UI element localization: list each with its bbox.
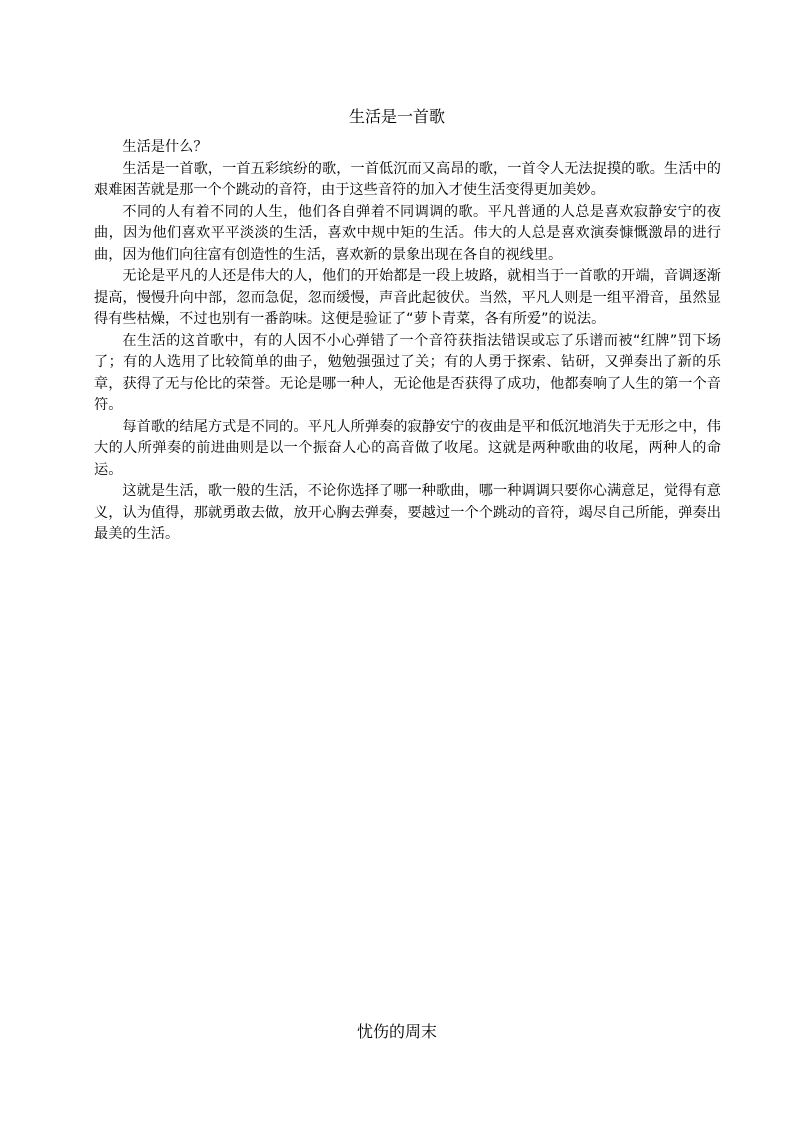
next-essay-title: 忧伤的周末 — [356, 1022, 437, 1041]
paragraph: 生活是什么？ — [122, 139, 208, 155]
paragraph: 生活是一首歌，一首五彩缤纷的歌，一首低沉而又高昂的歌，一首令人无法捉摸的歌。生活中的艰难困苦就是那一个个跳动的音符，由于这些音符的加入才使生活变得更加美妙。 — [94, 160, 721, 198]
paragraph: 这就是生活，歌一般的生活，不论你选择了哪一种歌曲，哪一种调调只要你心满意足，觉得有意义，认为值得，那就勇敢去做，放开心胸去弹奏，要越过一个个跳动的音符，竭尽自己所能，弹奏出最美的生活。 — [94, 483, 721, 542]
essay-title: 生活是一首歌 — [348, 107, 445, 126]
paragraph: 每首歌的结尾方式是不同的。平凡人所弹奏的寂静安宁的夜曲是平和低沉地消失于无形之中，伟大的人所弹奏的前进曲则是以一个振奋人心的高音做了收尾。这就是两种歌曲的收尾，两种人的命运。 — [94, 418, 721, 478]
paragraph: 在生活的这首歌中，有的人因不小心弹错了一个音符获指法错误或忘了乐谱而被“红牌”罚下场了；有的人选用了比较简单的曲子，勉勉强强过了关；有的人勇于探索、钻研，又弹奏出了新的乐章，获得了无与伦比的荣誉。无论是哪一种人，无论他是否获得了成功，他都奏响了人生的第一个音符。 — [94, 332, 721, 413]
paragraph: 不同的人有着不同的人生，他们各自弹着不同调调的歌。平凡普通的人总是喜欢寂静安宁的夜曲，因为他们喜欢平平淡淡的生活，喜欢中规中矩的生活。伟大的人总是喜欢演奏慷慨激昂的进行曲，因为他们向往富有创造性的生活，喜欢新的景象出现在各自的视线里。 — [94, 203, 721, 263]
essay-body — [94, 137, 721, 546]
paragraph: 无论是平凡的人还是伟大的人，他们的开始都是一段上坡路，就相当于一首歌的开端，音调逐渐提高，慢慢升向中部，忽而急促，忽而缓慢，声音此起彼伏。当然，平凡人则是一组平滑音，虽然显得有些枯燥，不过也别有一番韵味。这便是验证了“萝卜青菜，各有所爱”的说法。 — [94, 268, 721, 327]
